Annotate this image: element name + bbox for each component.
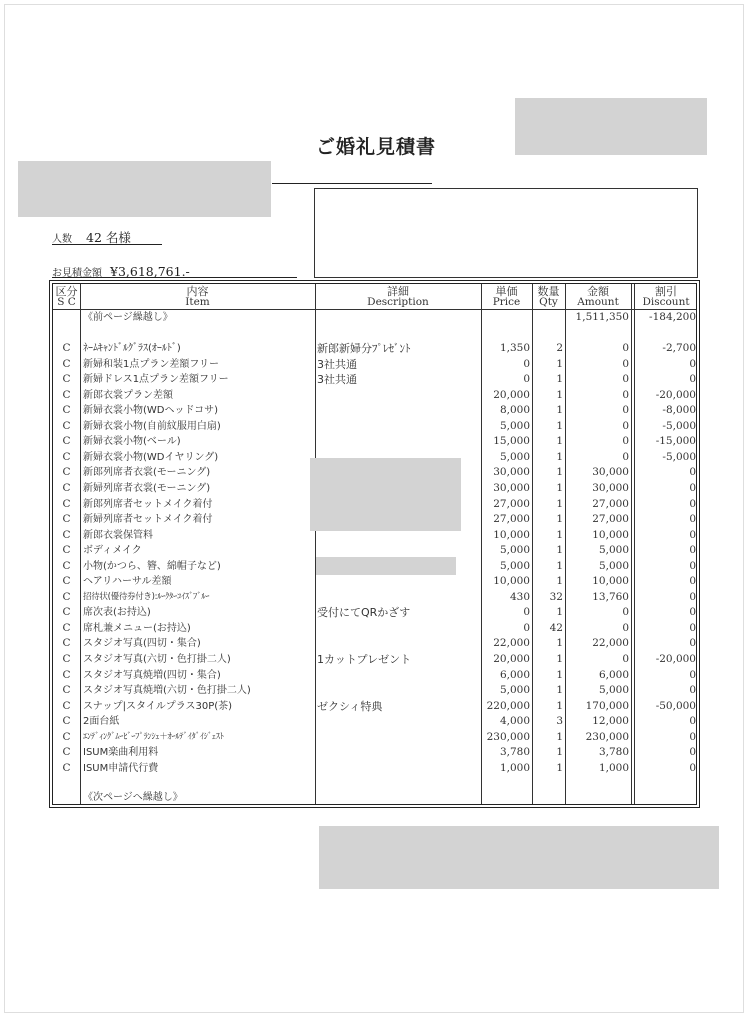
row-price: 30,000 <box>493 466 530 479</box>
row-discount: 0 <box>689 668 696 681</box>
row-price: 0 <box>523 357 530 370</box>
row-qty: 1 <box>556 684 563 697</box>
row-item: ﾈｰﾑｷｬﾝﾄﾞﾙｸﾞﾗｽ(ｵｰﾙﾄﾞ) <box>83 343 181 354</box>
document-title: ご婚礼見積書 <box>316 136 437 158</box>
row-item: 新郎衣裳保管料 <box>83 529 153 541</box>
header-sc <box>53 286 80 308</box>
row-qty: 1 <box>556 450 563 463</box>
row-amount: 30,000 <box>592 466 629 479</box>
row-price: 5,000 <box>499 559 530 572</box>
row-qty: 2 <box>556 342 563 354</box>
row-price: 5,000 <box>499 684 530 697</box>
header-qty-jp: 数量 <box>537 285 560 298</box>
header-price-en: Price <box>492 296 521 308</box>
header-item-en: Item <box>185 296 210 308</box>
row-qty: 42 <box>549 621 563 634</box>
row-qty: 1 <box>556 637 563 650</box>
row-price: 4,000 <box>499 715 530 728</box>
row-item: 小物(かつら、簪、綿帽子など) <box>83 560 221 572</box>
row-amount: 12,000 <box>592 715 629 728</box>
row-item: ｴﾝﾃﾞｨﾝｸﾞﾑｰﾋﾞｰﾌﾟﾗﾝｼｪ＋ｵｰﾙﾃﾞｲﾀﾞｲｼﾞｪｽﾄ <box>83 731 224 742</box>
row-sc: C <box>62 559 71 572</box>
row-item: 新婦衣裳小物(WDイヤリング) <box>83 451 219 463</box>
row-qty: 1 <box>556 513 563 526</box>
row-amount: 0 <box>622 653 629 665</box>
row-discount: 0 <box>689 481 696 494</box>
row-discount: -2,700 <box>662 342 696 354</box>
row-qty: 1 <box>556 699 563 712</box>
row-sc: C <box>62 388 71 401</box>
row-amount: 13,760 <box>592 590 629 603</box>
header-price-jp: 単価 <box>495 285 518 298</box>
row-qty: 1 <box>556 575 563 588</box>
row-sc: C <box>62 528 71 541</box>
row-sc: C <box>62 606 71 619</box>
header-discount <box>634 286 698 308</box>
row-sc: C <box>62 621 71 634</box>
row-qty: 1 <box>556 481 563 494</box>
estimate-table-inner <box>52 283 697 805</box>
row-sc: C <box>62 419 71 432</box>
row-price: 30,000 <box>493 481 530 494</box>
row-qty: 1 <box>556 668 563 681</box>
row-amount: 0 <box>622 357 629 370</box>
row-sc: C <box>62 746 71 759</box>
row-qty: 1 <box>556 419 563 432</box>
col-divider <box>80 284 81 804</box>
row-discount: -50,000 <box>655 699 696 712</box>
row-qty: 1 <box>556 544 563 557</box>
row-amount: 27,000 <box>592 513 629 526</box>
header-qty <box>532 286 565 308</box>
row-amount: 0 <box>622 342 629 354</box>
row-item: スタジオ写真焼増(四切・集合) <box>83 669 221 681</box>
row-price: 27,000 <box>493 497 530 510</box>
row-amount: 5,000 <box>598 544 629 557</box>
carry-in-amount: 1,511,350 <box>575 311 629 323</box>
row-sc: C <box>62 435 71 448</box>
row-amount: 1,000 <box>598 761 629 774</box>
row-amount: 230,000 <box>585 730 629 743</box>
row-item: スタジオ写真焼増(六切・色打掛二人) <box>83 685 251 697</box>
row-price: 5,000 <box>499 544 530 557</box>
row-description: 1カットプレゼント <box>317 653 412 666</box>
row-price: 8,000 <box>499 404 530 417</box>
row-discount: 0 <box>689 528 696 541</box>
row-item: 席次表(お持込) <box>83 607 151 619</box>
row-item: 新婦衣裳小物(自前紋服用白扇) <box>83 420 221 432</box>
guest-count <box>52 228 162 245</box>
row-qty: 1 <box>556 606 563 619</box>
header-amount-jp: 金額 <box>587 285 609 298</box>
row-item: 新婦和装1点プラン差額フリー <box>83 358 219 370</box>
row-discount: 0 <box>689 715 696 728</box>
row-description: 3社共通 <box>317 373 357 387</box>
row-amount: 0 <box>622 404 629 417</box>
row-discount: 0 <box>689 761 696 774</box>
row-sc: C <box>62 357 71 370</box>
row-price: 0 <box>523 606 530 619</box>
row-discount: 0 <box>689 637 696 650</box>
row-price: 230,000 <box>486 730 530 743</box>
row-qty: 1 <box>556 404 563 417</box>
redacted-description-block <box>310 458 461 531</box>
recipient-name-underline <box>272 183 432 184</box>
row-item: 新婦ドレス1点プラン差額フリー <box>83 374 229 386</box>
redacted-block-top-right <box>515 98 707 155</box>
guest-count-value: 42 名様 <box>86 230 131 245</box>
row-discount: 0 <box>689 357 696 370</box>
row-sc: C <box>62 653 71 665</box>
header-qty-en: Qty <box>539 296 558 308</box>
row-sc: C <box>62 699 71 712</box>
row-amount: 10,000 <box>592 575 629 588</box>
row-item: 新婦列席者衣裳(モーニング) <box>83 482 211 494</box>
row-sc: C <box>62 668 71 681</box>
row-qty: 1 <box>556 435 563 448</box>
row-qty: 1 <box>556 730 563 743</box>
row-item: ヘアリハーサル差額 <box>83 576 172 588</box>
row-amount: 0 <box>622 388 629 401</box>
row-qty: 1 <box>556 559 563 572</box>
row-item: 新郎列席者セットメイク着付 <box>83 498 213 510</box>
row-discount: -8,000 <box>662 404 696 417</box>
row-qty: 1 <box>556 746 563 759</box>
estimate-total-value: ¥3,618,761.- <box>110 264 190 279</box>
row-sc: C <box>62 373 71 386</box>
row-price: 27,000 <box>493 513 530 526</box>
row-sc: C <box>62 450 71 463</box>
row-sc: C <box>62 404 71 417</box>
estimate-table <box>49 280 700 808</box>
row-item: ISUM申請代行費 <box>83 762 159 774</box>
header-amount <box>565 286 631 308</box>
row-discount: 0 <box>689 746 696 759</box>
row-qty: 32 <box>549 590 563 603</box>
row-item: スタジオ写真(四切・集合) <box>83 638 201 650</box>
row-discount: -5,000 <box>662 419 696 432</box>
row-amount: 27,000 <box>592 497 629 510</box>
row-sc: C <box>62 590 71 603</box>
estimate-total-label: お見積金額 <box>52 268 102 279</box>
row-discount: 0 <box>689 730 696 743</box>
estimate-total <box>52 261 297 278</box>
row-item: 新婦衣裳小物(WDヘッドコサ) <box>83 405 218 417</box>
row-description: 新郎新婦分ﾌﾟﾚｾﾞﾝﾄ <box>317 342 411 355</box>
row-item: 新婦衣裳小物(ベール) <box>83 436 181 448</box>
row-qty: 1 <box>556 497 563 510</box>
header-sc-jp: 区分 <box>55 285 78 298</box>
row-qty: 1 <box>556 466 563 479</box>
row-amount: 3,780 <box>598 746 629 759</box>
row-sc: C <box>62 497 71 510</box>
redacted-description-line <box>316 557 456 575</box>
row-item: スナップ|スタイルプラス30P(茶) <box>83 700 233 712</box>
row-discount: -15,000 <box>655 435 696 448</box>
row-amount: 0 <box>622 606 629 619</box>
carry-in-discount: -184,200 <box>649 311 696 323</box>
row-price: 10,000 <box>493 528 530 541</box>
row-price: 20,000 <box>493 388 530 401</box>
redacted-block-bottom <box>319 826 719 889</box>
col-divider <box>631 284 632 804</box>
row-price: 20,000 <box>493 653 530 665</box>
row-sc: C <box>62 513 71 526</box>
row-amount: 5,000 <box>598 684 629 697</box>
row-price: 1,000 <box>499 761 530 774</box>
row-amount: 0 <box>622 419 629 432</box>
row-price: 0 <box>523 373 530 386</box>
row-description: ゼクシィ特典 <box>317 699 383 713</box>
row-sc: C <box>62 481 71 494</box>
row-price: 1,350 <box>499 342 530 354</box>
row-sc: C <box>62 466 71 479</box>
row-discount: 0 <box>689 373 696 386</box>
row-item: 新婦列席者セットメイク着付 <box>83 514 213 526</box>
row-price: 430 <box>509 590 530 603</box>
header-description-en: Description <box>367 296 429 308</box>
address-box <box>314 188 698 278</box>
row-item: 新郎列席者衣裳(モーニング) <box>83 467 211 479</box>
header-discount-jp: 割引 <box>655 285 677 298</box>
header-discount-en: Discount <box>642 296 690 308</box>
header-description <box>315 286 481 308</box>
row-discount: -20,000 <box>655 653 696 665</box>
row-amount: 6,000 <box>598 668 629 681</box>
row-qty: 1 <box>556 373 563 386</box>
row-sc: C <box>62 761 71 774</box>
row-discount: 0 <box>689 497 696 510</box>
header-amount-en: Amount <box>577 296 619 308</box>
row-discount: 0 <box>689 513 696 526</box>
row-item: 招待状(優待券付き):ﾙｰｸﾀｰｺｲｽﾞﾌﾞﾙｰ <box>83 591 210 602</box>
row-discount: 0 <box>689 544 696 557</box>
row-item: スタジオ写真(六切・色打掛二人) <box>83 654 231 665</box>
row-sc: C <box>62 342 71 354</box>
row-amount: 0 <box>622 435 629 448</box>
row-item: 席札兼メニュー(お持込) <box>83 622 191 634</box>
row-price: 22,000 <box>493 637 530 650</box>
row-price: 5,000 <box>499 450 530 463</box>
row-discount: 0 <box>689 466 696 479</box>
row-price: 0 <box>523 621 530 634</box>
row-qty: 1 <box>556 357 563 370</box>
row-discount: 0 <box>689 684 696 697</box>
row-sc: C <box>62 730 71 743</box>
row-amount: 0 <box>622 450 629 463</box>
row-price: 6,000 <box>499 668 530 681</box>
row-qty: 1 <box>556 653 563 665</box>
row-sc: C <box>62 575 71 588</box>
row-amount: 10,000 <box>592 528 629 541</box>
row-discount: 0 <box>689 590 696 603</box>
row-amount: 30,000 <box>592 481 629 494</box>
carry-in-label: 《前ページ繰越し》 <box>83 312 173 323</box>
row-discount: 0 <box>689 575 696 588</box>
row-amount: 0 <box>622 621 629 634</box>
header-item-jp: 内容 <box>186 285 209 298</box>
row-discount: 0 <box>689 559 696 572</box>
row-amount: 0 <box>622 373 629 386</box>
header-price <box>481 286 532 308</box>
row-sc: C <box>62 715 71 728</box>
header-item <box>80 286 315 308</box>
row-qty: 1 <box>556 388 563 401</box>
row-item: 新郎衣裳プラン差額 <box>83 389 173 401</box>
row-qty: 1 <box>556 528 563 541</box>
row-qty: 3 <box>556 715 563 728</box>
guest-count-label: 人数 <box>52 234 72 245</box>
row-price: 10,000 <box>493 575 530 588</box>
row-price: 220,000 <box>486 699 530 712</box>
row-description: 受付にてQRかざす <box>317 606 411 620</box>
row-sc: C <box>62 637 71 650</box>
row-discount: 0 <box>689 606 696 619</box>
row-description: 3社共通 <box>317 357 357 371</box>
row-discount: -5,000 <box>662 450 696 463</box>
row-amount: 5,000 <box>598 559 629 572</box>
row-discount: 0 <box>689 621 696 634</box>
row-discount: -20,000 <box>655 388 696 401</box>
header-description-jp: 詳細 <box>387 285 409 298</box>
carry-out-label: 《次ページへ繰越し》 <box>83 792 183 803</box>
header-sc-en: S C <box>57 296 76 308</box>
row-sc: C <box>62 544 71 557</box>
row-price: 5,000 <box>499 419 530 432</box>
row-amount: 22,000 <box>592 637 629 650</box>
row-item: ボディメイク <box>83 545 142 557</box>
row-price: 3,780 <box>499 746 530 759</box>
row-sc: C <box>62 684 71 697</box>
row-price: 15,000 <box>493 435 530 448</box>
row-qty: 1 <box>556 761 563 774</box>
row-amount: 170,000 <box>585 699 629 712</box>
row-item: ISUM楽曲利用料 <box>83 747 159 759</box>
row-item: 2面台紙 <box>83 716 120 728</box>
redacted-recipient-name <box>18 161 271 217</box>
col-divider <box>315 284 316 804</box>
